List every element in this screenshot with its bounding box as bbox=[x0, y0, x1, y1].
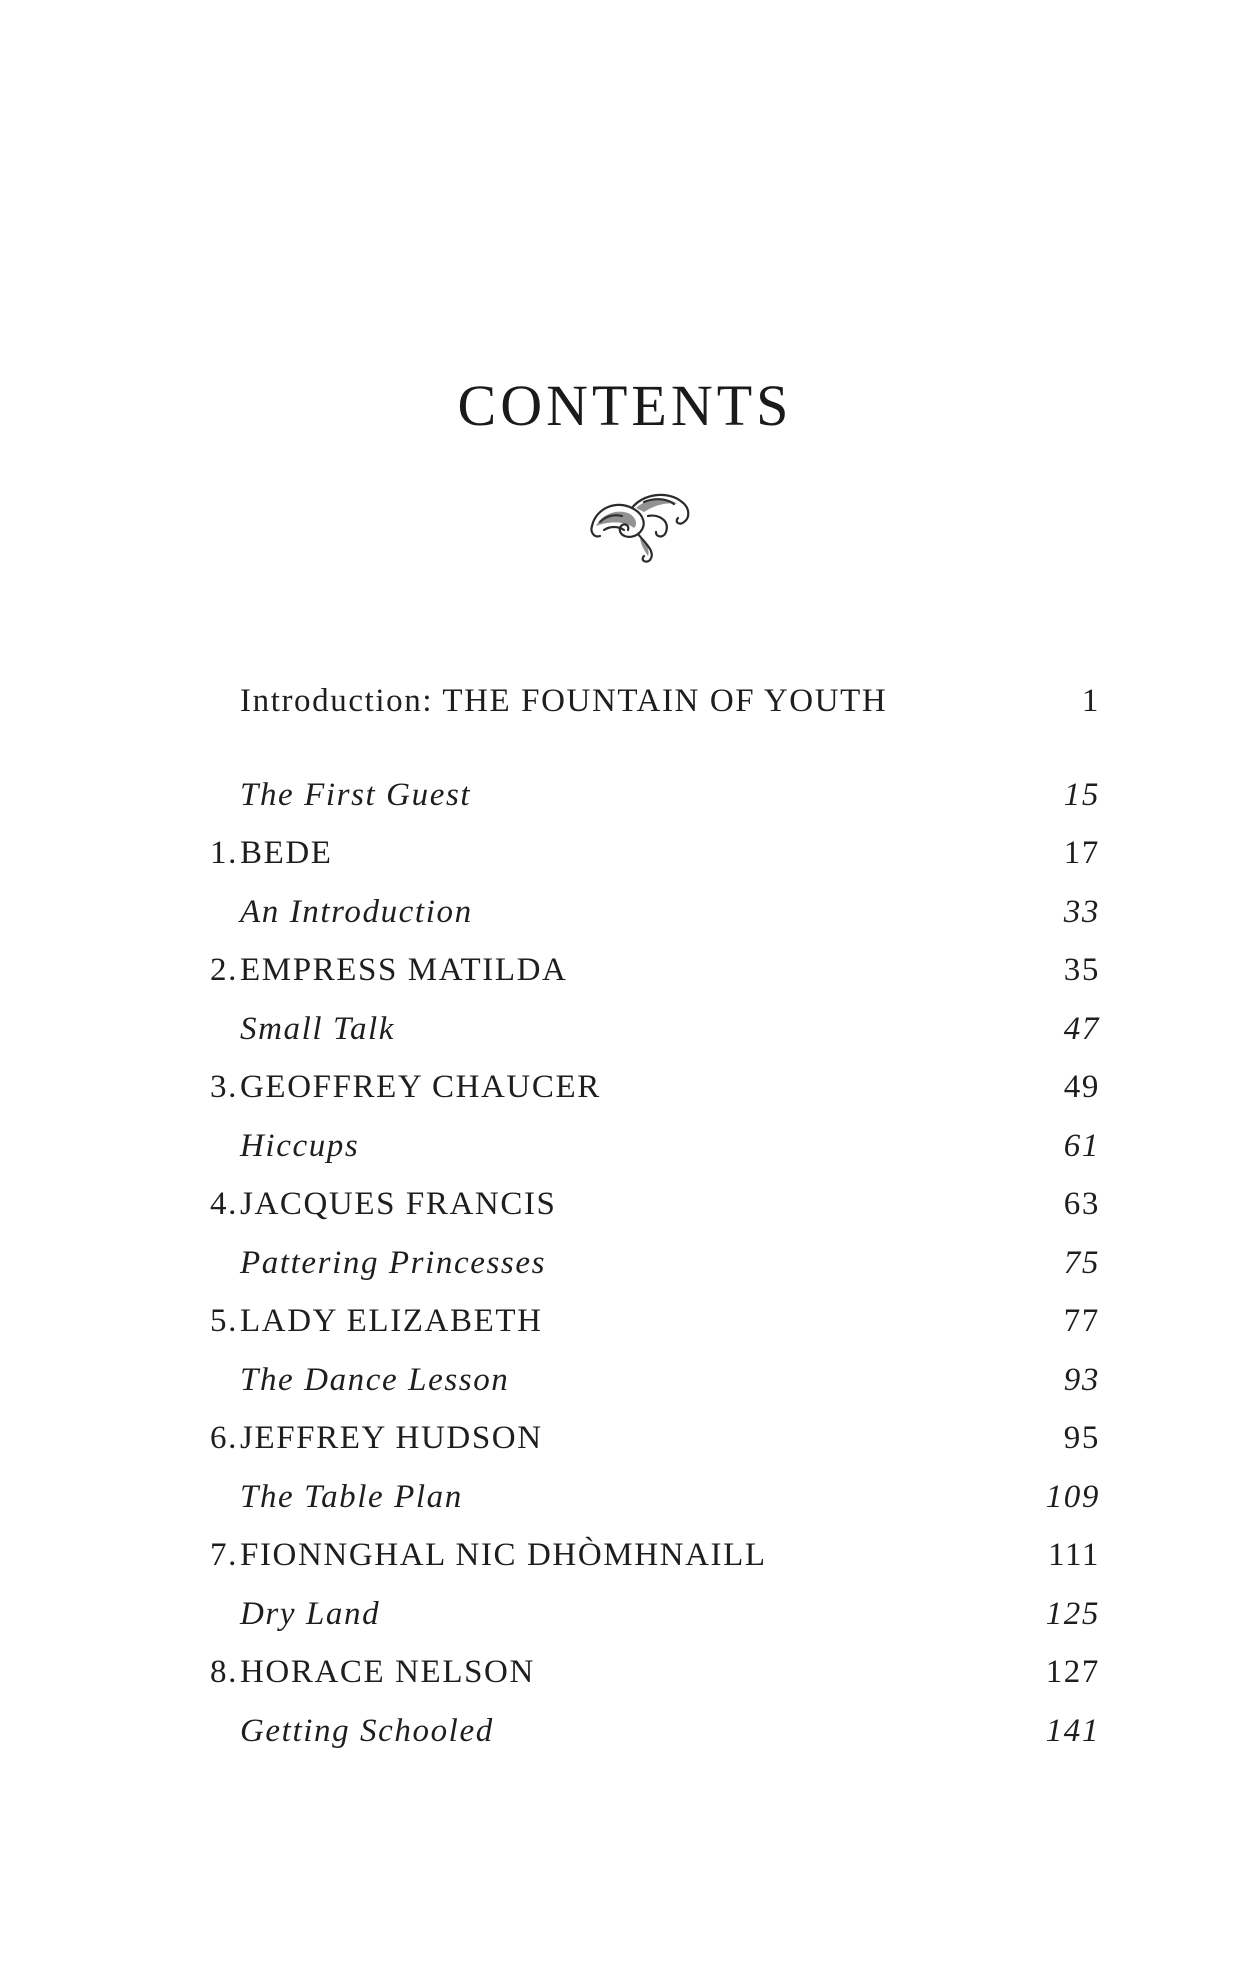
chapter-title: Introduction: THE FOUNTAIN OF YOUTH bbox=[240, 683, 888, 719]
page-number: 125 bbox=[1045, 1595, 1100, 1632]
interlude-title: Pattering Princesses bbox=[240, 1244, 547, 1281]
chapter-number: 4. bbox=[210, 1186, 238, 1222]
interlude-title: The Table Plan bbox=[240, 1478, 463, 1515]
chapter-number: 5. bbox=[210, 1303, 238, 1339]
chapter-title: BEDE bbox=[240, 835, 333, 871]
chapter-title: EMPRESS MATILDA bbox=[240, 952, 568, 988]
toc-entry-interlude bbox=[190, 766, 1110, 825]
toc-entry-chapter bbox=[190, 1058, 1110, 1117]
toc-entry-interlude bbox=[190, 1468, 1110, 1527]
interlude-title: The Dance Lesson bbox=[240, 1361, 510, 1398]
chapter-title: HORACE NELSON bbox=[240, 1654, 535, 1690]
page-number: 109 bbox=[1045, 1478, 1100, 1515]
chapter-number: 6. bbox=[210, 1420, 238, 1456]
chapter-number: 8. bbox=[210, 1654, 238, 1690]
page-title: CONTENTS bbox=[457, 373, 793, 438]
toc-entry-interlude bbox=[190, 1117, 1110, 1176]
toc-entry-chapter bbox=[190, 1643, 1110, 1702]
page-number: 95 bbox=[1063, 1420, 1100, 1456]
page-number: 61 bbox=[1063, 1127, 1100, 1164]
chapter-title: FIONNGHAL NIC DHÒMHNAILL bbox=[240, 1537, 767, 1573]
interlude-title: The First Guest bbox=[240, 776, 472, 813]
page-number: 111 bbox=[1048, 1537, 1100, 1573]
page-number: 15 bbox=[1063, 776, 1100, 813]
chapter-title: LADY ELIZABETH bbox=[240, 1303, 543, 1339]
page-number: 75 bbox=[1063, 1244, 1100, 1281]
toc-entry-interlude bbox=[190, 1585, 1110, 1644]
chapter-title: GEOFFREY CHAUCER bbox=[240, 1069, 601, 1105]
chapter-title: JACQUES FRANCIS bbox=[240, 1186, 557, 1222]
interlude-title: Dry Land bbox=[240, 1595, 381, 1632]
toc-entry-interlude bbox=[190, 1234, 1110, 1293]
interlude-title: Small Talk bbox=[240, 1010, 396, 1047]
toc-entry-chapter bbox=[190, 824, 1110, 883]
toc-entry-chapter bbox=[190, 941, 1110, 1000]
page-number: 127 bbox=[1045, 1654, 1100, 1690]
chapter-number: 1. bbox=[210, 835, 238, 871]
page-number: 141 bbox=[1045, 1712, 1100, 1749]
page-number: 49 bbox=[1063, 1069, 1100, 1105]
toc-entry-interlude bbox=[190, 1702, 1110, 1761]
toc-entry-interlude bbox=[190, 883, 1110, 942]
page-number: 77 bbox=[1063, 1303, 1100, 1339]
page-number: 1 bbox=[1081, 683, 1100, 719]
table-of-contents bbox=[190, 672, 1110, 1760]
toc-entry-chapter bbox=[190, 1526, 1110, 1585]
interlude-title: Getting Schooled bbox=[240, 1712, 494, 1749]
chapter-title: JEFFREY HUDSON bbox=[240, 1420, 543, 1456]
chapter-number: 7. bbox=[210, 1537, 238, 1573]
page-number: 33 bbox=[1063, 893, 1100, 930]
toc-entry-intro bbox=[190, 672, 1110, 731]
page-number: 63 bbox=[1063, 1186, 1100, 1222]
page-number: 35 bbox=[1063, 952, 1100, 988]
acanthus-leaf-ornament-icon bbox=[586, 486, 698, 566]
interlude-title: Hiccups bbox=[240, 1127, 360, 1164]
toc-entry-interlude bbox=[190, 1351, 1110, 1410]
page-number: 93 bbox=[1063, 1361, 1100, 1398]
toc-entry-interlude bbox=[190, 1000, 1110, 1059]
interlude-title: An Introduction bbox=[240, 893, 473, 930]
toc-entry-chapter bbox=[190, 1409, 1110, 1468]
toc-entry-chapter bbox=[190, 1175, 1110, 1234]
chapter-number: 3. bbox=[210, 1069, 238, 1105]
toc-entry-chapter bbox=[190, 1292, 1110, 1351]
page-number: 17 bbox=[1063, 835, 1100, 871]
chapter-number: 2. bbox=[210, 952, 238, 988]
page-number: 47 bbox=[1063, 1010, 1100, 1047]
